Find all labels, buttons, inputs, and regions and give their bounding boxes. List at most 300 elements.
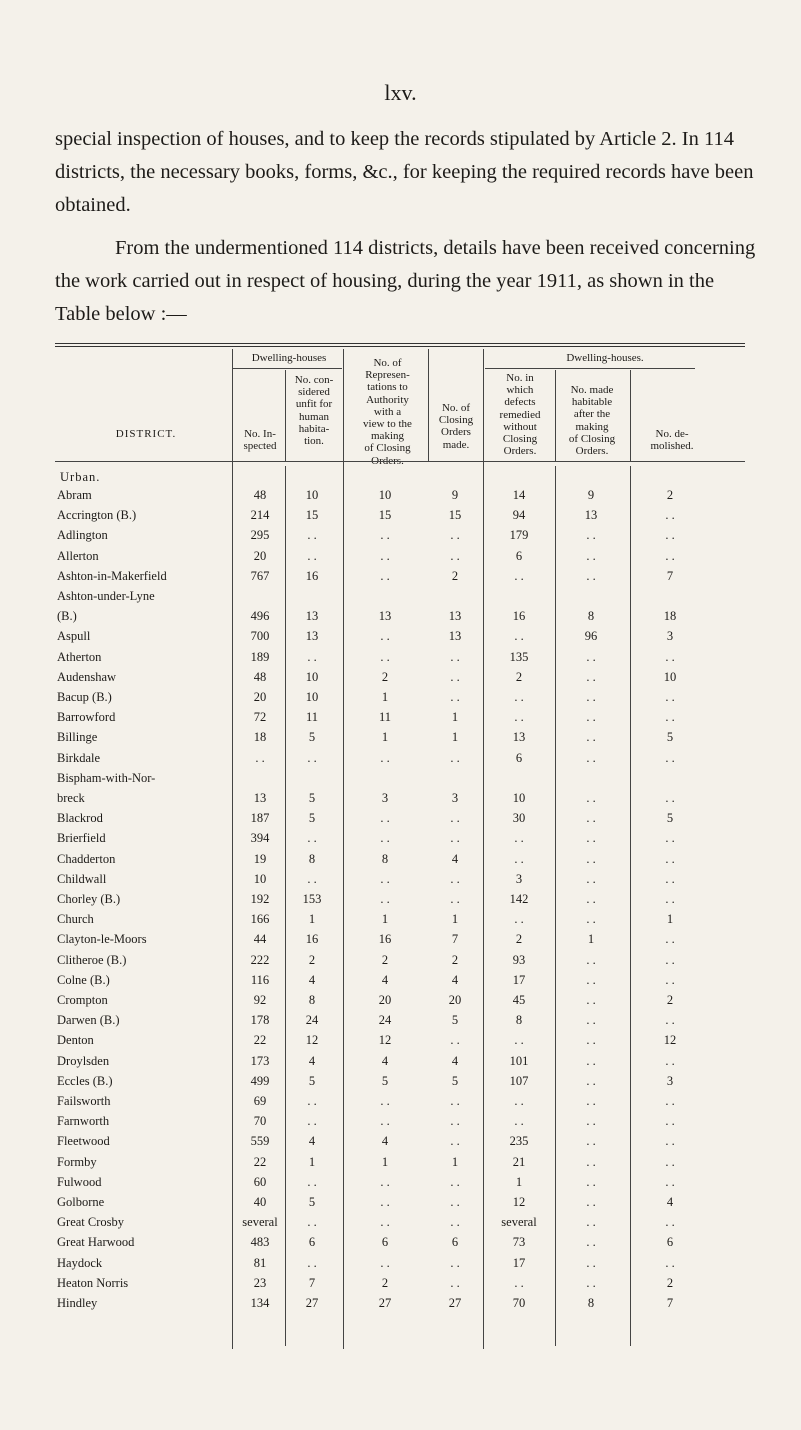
table-row	[0, 1195, 801, 1211]
cell-district: Bispham-with-Nor-	[57, 770, 156, 785]
cell-remedied: 16	[512, 609, 526, 624]
cell-habitable: 1	[587, 932, 595, 947]
cell-unfit: 13	[305, 629, 319, 644]
cell-remedied: 6	[515, 548, 523, 563]
cell-inspected: 178	[250, 1013, 270, 1028]
cell-closing-orders: . .	[450, 1275, 460, 1290]
cell-habitable: . .	[586, 993, 596, 1007]
cell-unfit: 8	[308, 993, 316, 1007]
header-remedied: No. in which defects remedied without Closing Orders.	[499, 372, 541, 458]
cell-habitable: . .	[586, 649, 596, 664]
cell-habitable: 96	[584, 629, 598, 644]
cell-inspected: 70	[253, 1114, 267, 1129]
cell-habitable: . .	[586, 871, 596, 886]
cell-inspected: 496	[250, 609, 270, 624]
cell-closing-orders: . .	[450, 1255, 460, 1270]
cell-unfit: 4	[308, 1053, 316, 1068]
cell-closing-orders: . .	[450, 649, 460, 664]
cell-habitable: 13	[584, 508, 598, 523]
cell-habitable: . .	[586, 912, 596, 927]
cell-inspected: 48	[253, 488, 267, 502]
cell-habitable: . .	[586, 1073, 596, 1088]
cell-district: Ashton-in-Makerfield	[57, 568, 167, 583]
cell-representations: 5	[381, 1073, 389, 1088]
cell-habitable: . .	[586, 710, 596, 725]
cell-closing-orders: 3	[451, 791, 459, 805]
cell-habitable: . .	[586, 1154, 596, 1169]
table-row	[0, 953, 801, 969]
cell-inspected: 23	[253, 1275, 267, 1290]
cell-closing-orders: 5	[451, 1013, 459, 1028]
cell-unfit: . .	[307, 750, 317, 765]
cell-unfit: . .	[307, 831, 317, 846]
cell-district: Heaton Norris	[57, 1275, 129, 1290]
cell-district: Ashton-under-Lyne	[57, 589, 155, 603]
cell-demolished: . .	[665, 1174, 675, 1189]
cell-representations: 24	[378, 1013, 392, 1028]
cell-demolished: 4	[666, 1195, 674, 1209]
cell-district: Billinge	[57, 730, 98, 745]
cell-district: Great Crosby	[57, 1215, 124, 1230]
col-divider-2	[285, 370, 286, 462]
cell-unfit: . .	[307, 548, 317, 563]
cell-unfit: 11	[305, 710, 319, 725]
cell-representations: . .	[380, 1114, 390, 1129]
cell-representations: 1	[381, 730, 389, 745]
cell-closing-orders: . .	[450, 1033, 460, 1048]
cell-unfit: 13	[305, 609, 319, 624]
table-row	[0, 670, 801, 686]
second-paragraph: From the undermentioned 114 districts, details have been received concerning the work carried out in respect of housing, during the year 1911, as shown in the Table below :—	[55, 237, 756, 325]
cell-habitable: 8	[587, 1296, 595, 1310]
cell-unfit: 10	[305, 669, 319, 684]
cell-closing-orders: . .	[450, 690, 460, 704]
cell-representations: 6	[381, 1235, 389, 1250]
cell-demolished: 5	[666, 811, 674, 826]
cell-district: Colne (B.)	[57, 972, 110, 987]
cell-unfit: 5	[308, 811, 316, 826]
header-representations: No. of Represen- tations to Authority with a view to the making of Closing Orders.	[363, 357, 412, 467]
cell-district: (B.)	[57, 609, 77, 624]
cell-district: Blackrod	[57, 811, 103, 826]
cell-representations: 15	[378, 508, 392, 523]
header-demolished: No. de- molished.	[650, 428, 694, 453]
cell-demolished: 7	[666, 568, 674, 583]
cell-demolished: . .	[665, 690, 675, 704]
cell-district: Childwall	[57, 871, 107, 886]
cell-demolished: . .	[665, 1134, 675, 1149]
cell-representations: . .	[380, 1255, 390, 1270]
table-row	[0, 1013, 801, 1029]
table-row	[0, 831, 801, 847]
cell-closing-orders: . .	[450, 1114, 460, 1129]
cell-closing-orders: 5	[451, 1073, 459, 1088]
cell-representations: 10	[378, 488, 392, 502]
cell-closing-orders: . .	[450, 1195, 460, 1209]
cell-unfit: 5	[308, 791, 316, 805]
cell-habitable: . .	[586, 831, 596, 846]
cell-inspected: 166	[250, 912, 270, 927]
cell-habitable: . .	[586, 1053, 596, 1068]
cell-remedied: . .	[514, 912, 524, 927]
cell-unfit: . .	[307, 1094, 317, 1108]
cell-inspected: 483	[250, 1235, 270, 1250]
cell-representations: . .	[380, 892, 390, 906]
cell-closing-orders: 27	[448, 1296, 462, 1310]
cell-remedied: . .	[514, 851, 524, 866]
table-row	[0, 852, 801, 868]
cell-representations: . .	[380, 649, 390, 664]
cell-inspected: 72	[253, 710, 267, 725]
cell-unfit: 12	[305, 1033, 319, 1048]
table-row	[0, 1054, 801, 1070]
cell-representations: 4	[381, 972, 389, 987]
cell-closing-orders: 20	[448, 993, 462, 1007]
cell-remedied: . .	[514, 568, 524, 583]
cell-habitable: . .	[586, 1094, 596, 1108]
cell-inspected: 187	[250, 811, 270, 826]
cell-inspected: 134	[250, 1296, 270, 1310]
cell-district: Adlington	[57, 528, 108, 543]
cell-inspected: 13	[253, 791, 267, 805]
cell-closing-orders: 15	[448, 508, 462, 523]
cell-representations: 27	[378, 1296, 392, 1310]
cell-demolished: 12	[663, 1033, 677, 1048]
cell-remedied: 12	[512, 1195, 526, 1209]
cell-representations: 2	[381, 669, 389, 684]
cell-unfit: 8	[308, 851, 316, 866]
cell-unfit: 2	[308, 952, 316, 967]
cell-demolished: . .	[665, 1053, 675, 1068]
cell-inspected: 116	[250, 972, 270, 987]
cell-unfit: 27	[305, 1296, 319, 1310]
cell-unfit: 24	[305, 1013, 319, 1028]
cell-remedied: 6	[515, 750, 523, 765]
cell-demolished: 1	[666, 912, 674, 927]
cell-district: Aspull	[57, 629, 91, 644]
cell-habitable: . .	[586, 1013, 596, 1028]
table-row	[0, 993, 801, 1009]
cell-representations: 2	[381, 952, 389, 967]
table-row	[0, 1134, 801, 1150]
table-row	[0, 1114, 801, 1130]
cell-inspected: 92	[253, 993, 267, 1007]
cell-closing-orders: . .	[450, 1134, 460, 1149]
col-divider-4	[428, 349, 429, 461]
cell-unfit: 6	[308, 1235, 316, 1250]
table-row	[0, 973, 801, 989]
cell-closing-orders: 4	[451, 972, 459, 987]
cell-district: Farnworth	[57, 1114, 110, 1129]
cell-closing-orders: . .	[450, 750, 460, 765]
cell-district: Darwen (B.)	[57, 1013, 120, 1028]
cell-habitable: . .	[586, 1235, 596, 1250]
cell-closing-orders: 4	[451, 851, 459, 866]
cell-representations: 12	[378, 1033, 392, 1048]
table-row	[0, 872, 801, 888]
cell-unfit: 10	[305, 690, 319, 704]
cell-remedied: 14	[512, 488, 526, 502]
cell-remedied: 93	[512, 952, 526, 967]
header-bottom-rule	[55, 461, 745, 462]
cell-district: breck	[57, 791, 85, 805]
col-divider-7	[630, 370, 631, 462]
cell-district: Great Harwood	[57, 1235, 135, 1250]
cell-habitable: . .	[586, 1134, 596, 1149]
cell-representations: 2	[381, 1275, 389, 1290]
cell-district: Brierfield	[57, 831, 106, 846]
cell-unfit: . .	[307, 649, 317, 664]
cell-habitable: . .	[586, 1114, 596, 1129]
cell-demolished: 2	[666, 993, 674, 1007]
cell-inspected: 700	[250, 629, 270, 644]
cell-district: Eccles (B.)	[57, 1073, 113, 1088]
table-row	[0, 1094, 801, 1110]
cell-habitable: 9	[587, 488, 595, 502]
cell-inspected: 81	[253, 1255, 267, 1270]
table-row	[0, 650, 801, 666]
cell-representations: 13	[378, 609, 392, 624]
cell-habitable: . .	[586, 1215, 596, 1230]
cell-inspected: 394	[250, 831, 270, 846]
cell-inspected: 559	[250, 1134, 270, 1149]
cell-habitable: . .	[586, 548, 596, 563]
cell-representations: 1	[381, 912, 389, 927]
cell-remedied: . .	[514, 629, 524, 644]
table-row	[0, 589, 801, 605]
cell-habitable: . .	[586, 568, 596, 583]
table-row	[0, 811, 801, 827]
table-row	[0, 1155, 801, 1171]
cell-remedied: 45	[512, 993, 526, 1007]
cell-demolished: 7	[666, 1296, 674, 1310]
cell-representations: 11	[378, 710, 392, 725]
cell-inspected: 192	[250, 892, 270, 906]
header-habitable: No. made habitable after the making of Closing Orders.	[568, 384, 616, 458]
cell-unfit: 153	[302, 892, 322, 906]
cell-representations: . .	[380, 750, 390, 765]
cell-habitable: . .	[586, 1255, 596, 1270]
header-unfit: No. con- sidered unfit for human habita- tion.	[294, 374, 334, 448]
table-top-rule	[55, 343, 745, 344]
table-row	[0, 629, 801, 645]
cell-inspected: 48	[253, 669, 267, 684]
cell-demolished: 3	[666, 629, 674, 644]
cell-inspected: 22	[253, 1154, 267, 1169]
cell-closing-orders: . .	[450, 548, 460, 563]
cell-closing-orders: . .	[450, 871, 460, 886]
cell-representations: 4	[381, 1053, 389, 1068]
table-row	[0, 932, 801, 948]
cell-district: Crompton	[57, 993, 108, 1007]
cell-district: Bacup (B.)	[57, 690, 112, 704]
cell-closing-orders: . .	[450, 669, 460, 684]
cell-unfit: . .	[307, 871, 317, 886]
cell-remedied: . .	[514, 1114, 524, 1129]
cell-district: Haydock	[57, 1255, 103, 1270]
cell-remedied: 17	[512, 1255, 526, 1270]
page-number: lxv.	[384, 80, 417, 105]
cell-inspected: 499	[250, 1073, 270, 1088]
cell-remedied: several	[501, 1215, 537, 1230]
cell-district: Atherton	[57, 649, 102, 664]
cell-representations: . .	[380, 1195, 390, 1209]
cell-habitable: . .	[586, 811, 596, 826]
cell-closing-orders: . .	[450, 892, 460, 906]
cell-inspected: 20	[253, 690, 267, 704]
cell-demolished: . .	[665, 871, 675, 886]
cell-district: Church	[57, 912, 94, 927]
cell-demolished: 10	[663, 669, 677, 684]
cell-inspected: 20	[253, 548, 267, 563]
cell-demolished: . .	[665, 791, 675, 805]
cell-unfit: 5	[308, 1073, 316, 1088]
cell-closing-orders: 1	[451, 730, 459, 745]
header-district: DISTRICT.	[115, 428, 177, 440]
cell-habitable: . .	[586, 892, 596, 906]
cell-remedied: . .	[514, 831, 524, 846]
cell-demolished: . .	[665, 851, 675, 866]
cell-closing-orders: . .	[450, 1215, 460, 1230]
cell-unfit: 16	[305, 568, 319, 583]
cell-habitable: . .	[586, 690, 596, 704]
cell-remedied: . .	[514, 1094, 524, 1108]
cell-demolished: 18	[663, 609, 677, 624]
cell-demolished: 2	[666, 1275, 674, 1290]
table-row	[0, 892, 801, 908]
cell-inspected: 767	[250, 568, 270, 583]
cell-inspected: 214	[250, 508, 270, 523]
cell-representations: . .	[380, 629, 390, 644]
cell-demolished: 5	[666, 730, 674, 745]
cell-inspected: 44	[253, 932, 267, 947]
cell-closing-orders: . .	[450, 811, 460, 826]
table-row	[0, 791, 801, 807]
cell-habitable: 8	[587, 609, 595, 624]
cell-demolished: . .	[665, 952, 675, 967]
cell-demolished: . .	[665, 892, 675, 906]
cell-closing-orders: 6	[451, 1235, 459, 1250]
cell-representations: . .	[380, 1094, 390, 1108]
cell-inspected: 295	[250, 528, 270, 543]
cell-unfit: . .	[307, 528, 317, 543]
cell-remedied: . .	[514, 1275, 524, 1290]
cell-remedied: 179	[509, 528, 529, 543]
cell-unfit: 10	[305, 488, 319, 502]
cell-unfit: 5	[308, 1195, 316, 1209]
cell-demolished: . .	[665, 1215, 675, 1230]
cell-representations: . .	[380, 568, 390, 583]
header-inspected: No. In- spected	[243, 428, 277, 453]
cell-inspected: 189	[250, 649, 270, 664]
cell-remedied: 73	[512, 1235, 526, 1250]
cell-remedied: 17	[512, 972, 526, 987]
cell-representations: 8	[381, 851, 389, 866]
cell-habitable: . .	[586, 1174, 596, 1189]
cell-representations: 1	[381, 1154, 389, 1169]
cell-district: Clayton-le-Moors	[57, 932, 147, 947]
cell-inspected: 22	[253, 1033, 267, 1048]
cell-closing-orders: 13	[448, 629, 462, 644]
cell-remedied: 135	[509, 649, 529, 664]
cell-closing-orders: 1	[451, 1154, 459, 1169]
cell-representations: . .	[380, 528, 390, 543]
cell-remedied: 3	[515, 871, 523, 886]
cell-habitable: . .	[586, 528, 596, 543]
cell-habitable: . .	[586, 851, 596, 866]
table-row	[0, 528, 801, 544]
cell-habitable: . .	[586, 1275, 596, 1290]
table-row	[0, 690, 801, 706]
table-row	[0, 1074, 801, 1090]
cell-unfit: . .	[307, 1255, 317, 1270]
table-row	[0, 751, 801, 767]
cell-inspected: 18	[253, 730, 267, 745]
cell-demolished: 2	[666, 488, 674, 502]
cell-habitable: . .	[586, 972, 596, 987]
table-row	[0, 1276, 801, 1292]
table-row	[0, 1215, 801, 1231]
cell-closing-orders: . .	[450, 1174, 460, 1189]
cell-demolished: . .	[665, 1013, 675, 1028]
col-divider-6	[555, 370, 556, 462]
cell-inspected: 19	[253, 851, 267, 866]
cell-district: Chorley (B.)	[57, 892, 121, 906]
table-row	[0, 1296, 801, 1312]
header-underline-1	[232, 368, 342, 369]
cell-district: Accrington (B.)	[57, 508, 137, 523]
cell-inspected: 60	[253, 1174, 267, 1189]
cell-remedied: 107	[509, 1073, 529, 1088]
cell-closing-orders: 4	[451, 1053, 459, 1068]
intro-paragraph: special inspection of houses, and to keep the records stipulated by Article 2. In 114 districts, the necessary books, forms, &c., for keeping the required records have been obtained.	[55, 128, 754, 216]
cell-demolished: . .	[665, 750, 675, 765]
cell-closing-orders: . .	[450, 831, 460, 846]
cell-district: Droylsden	[57, 1053, 110, 1068]
cell-representations: 1	[381, 690, 389, 704]
cell-habitable: . .	[586, 1195, 596, 1209]
table-row	[0, 771, 801, 787]
cell-unfit: . .	[307, 1174, 317, 1189]
cell-unfit: 4	[308, 1134, 316, 1149]
cell-district: Allerton	[57, 548, 99, 563]
cell-inspected: several	[242, 1215, 278, 1230]
cell-inspected: . .	[255, 750, 265, 765]
cell-district: Hindley	[57, 1296, 98, 1310]
cell-inspected: 10	[253, 871, 267, 886]
cell-remedied: 2	[515, 932, 523, 947]
cell-unfit: . .	[307, 1114, 317, 1129]
cell-demolished: 6	[666, 1235, 674, 1250]
cell-demolished: . .	[665, 548, 675, 563]
cell-representations: . .	[380, 548, 390, 563]
cell-district: Fleetwood	[57, 1134, 110, 1149]
cell-representations: . .	[380, 811, 390, 826]
cell-closing-orders: . .	[450, 1094, 460, 1108]
cell-district: Denton	[57, 1033, 94, 1048]
table-row	[0, 730, 801, 746]
cell-representations: . .	[380, 1215, 390, 1230]
cell-unfit: 7	[308, 1275, 316, 1290]
table-row	[0, 508, 801, 524]
cell-demolished: . .	[665, 508, 675, 523]
cell-remedied: 10	[512, 791, 526, 805]
cell-district: Failsworth	[57, 1094, 111, 1108]
table-row	[0, 1175, 801, 1191]
table-row	[0, 1256, 801, 1272]
cell-representations: . .	[380, 871, 390, 886]
cell-unfit: 1	[308, 912, 316, 927]
